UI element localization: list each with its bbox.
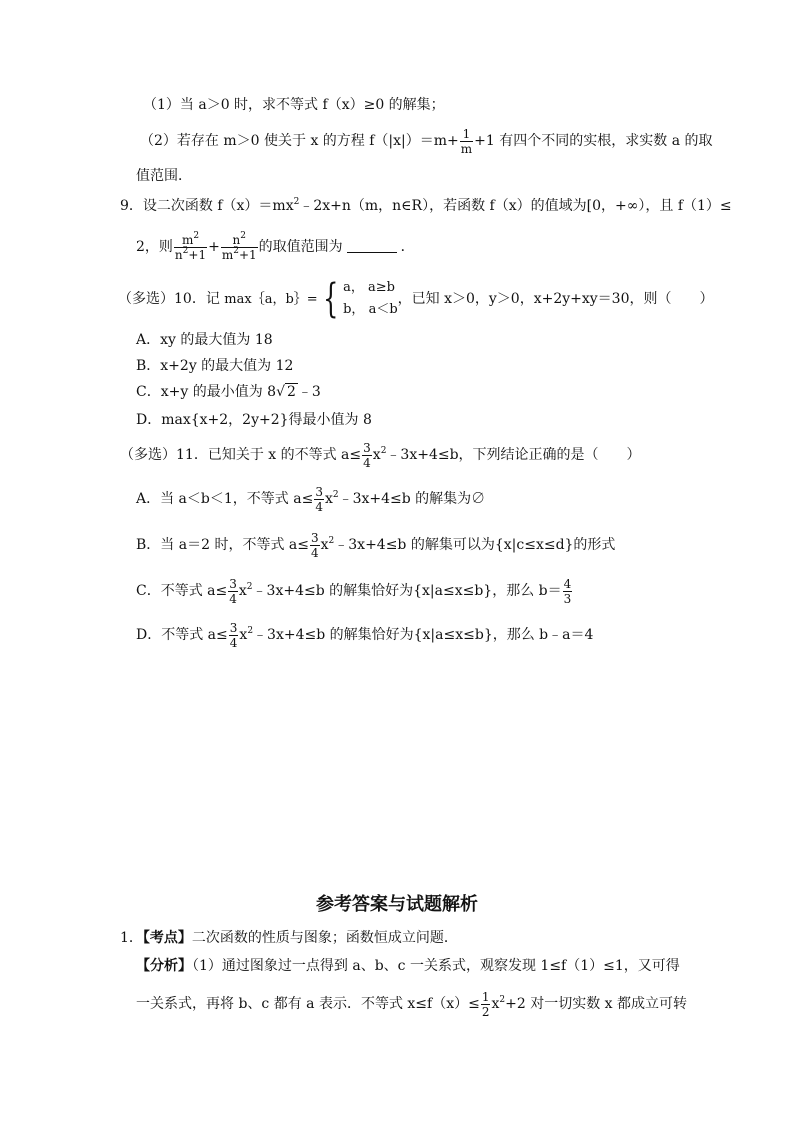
q10-case-2: b， a＜b [343,302,398,317]
q8-part2-line2: 值范围． [136,168,192,184]
q8-fraction [460,128,473,155]
q9-line2 [136,222,415,272]
q10-stem [118,277,714,321]
q11-option-a[interactable]: A．当 a＜b＜1，不等式 a≤ $\frac{3}{4}$ $x^2﹣3x+4\le b$ 的解集为∅ [136,484,486,514]
q8-part2-line1 [140,126,713,156]
q11-text-b: x [372,447,381,463]
q10-case-1: a， a≥b [343,280,395,295]
q9-line1 [120,196,732,216]
q8-part1: （1）当 a＞0 时，求不等式 f（x）≥0 的解集； [143,97,445,113]
q10-option-c-text-b: ﹣3 [297,384,321,400]
q9-end: ． [400,239,415,255]
q11-text-c: ﹣3x+4≤b，下列结论正确的是（ ） [386,447,641,463]
q10-option-c[interactable] [136,382,321,402]
q10-option-d[interactable]: D．max{x+2，2y+2}得最小值为 8 [136,412,372,428]
q11-text-a: （多选）11．已知关于 x 的不等式 a≤ [120,447,362,463]
answers-title: 参考答案与试题解析 [316,894,478,915]
q10-option-b[interactable]: B．x+2y 的最大值为 12 [136,358,294,374]
answer-1-analysis-line2: 一关系式，再将 b、c 都有 a 表示．不等式 x≤f（x）≤ $\frac{1}{2}$ $x^2+2$ 对一切实数 x 都成立可转 [136,989,688,1019]
q11-option-c[interactable]: C．不等式 a≤ $\frac{3}{4}$ $x^2﹣3x+4\le b$ 的解集恰好为{x|a≤x≤b}，那么 b＝ $\frac{4}{3}$ [136,576,572,606]
q10-option-a[interactable]: A．xy 的最大值为 18 [136,332,273,348]
q9-fraction-1: $\frac{m^2}{n^2+1}$ [174,230,207,262]
answer-blank[interactable] [347,240,397,253]
answer-1-topic: 1．【考点】二次函数的性质与图象；函数恒成立问题． [120,930,458,946]
q10-option-c-text-a: C．x+y 的最小值为 8 [136,384,277,400]
q11-option-d[interactable]: D．不等式 a≤ $\frac{3}{4}$ $x^2﹣3x+4\le b$ 的解集恰好为{x|a≤x≤b}，那么 b﹣a＝4 [136,620,594,650]
q10-max: max｛a，b｝= [224,292,318,307]
brace-icon: { [322,276,339,322]
q10-option-c-root: 2 [286,384,296,400]
q9-f1-num: m [181,232,194,247]
q9-f2-num: n [232,232,241,247]
answer-1-analysis-line1: 【分析】（1）通过图象过一点得到 a、b、c 一关系式，观察发现 1≤f（1）≤1，又可得 [136,958,680,974]
q9-f2-den: m [221,247,234,262]
q10-cases [343,277,398,321]
q8-fraction-den: m [460,141,473,156]
q11-option-b[interactable]: B．当 a＝2 时，不等式 a≤ $\frac{3}{4}$ $x^2﹣3x+4\le b$ 的解集可以为{x|c≤x≤d}的形式 [136,530,616,560]
tag-fenxi: 【分析】 [136,958,192,974]
q8-part2-text-b: +1 有四个不同的实根，求实数 a 的取 [474,133,713,149]
q8-fraction-num: 1 [460,128,473,142]
q10-text-b: ，已知 x＞0，y＞0，x+2y+xy＝30，则（ ） [397,291,714,307]
q9-fraction-2: $\frac{n^2}{m^2+1}$ [221,230,257,262]
q11-stem: （多选）11．已知关于 x 的不等式 a≤ $\frac{3}{4}$ $x^2﹣3x+4\le b$，下列结论正确的是（ ） [120,440,641,470]
tag-kaodian: 【考点】 [142,930,192,946]
a1-fraction: $\frac{1}{2}$ [481,989,490,1019]
q10-text-a: （多选）10．记 [118,291,220,307]
sqrt-icon: √ [276,384,285,400]
q9-plus: + [208,239,220,255]
q9-text-a: 9．设二次函数 f（x）＝mx [120,198,294,214]
q9-f1-den: n [174,247,183,262]
q11-c-fraction: $\frac{4}{3}$ [563,576,572,606]
q9-text-c2: 的取值范围为 [258,239,343,255]
q11-fraction: $\frac{3}{4}$ [363,440,371,470]
q9-sup: 2 [293,197,300,207]
q8-part2-text-a: （2）若存在 m＞0 使关于 x 的方程 f（|x|）＝m+ [140,133,459,149]
q9-text-c1: 2，则 [136,239,173,255]
q9-text-b: ﹣2x+n（m，n∈R），若函数 f（x）的值域为[0，+∞），且 f（1）≤ [299,198,732,214]
